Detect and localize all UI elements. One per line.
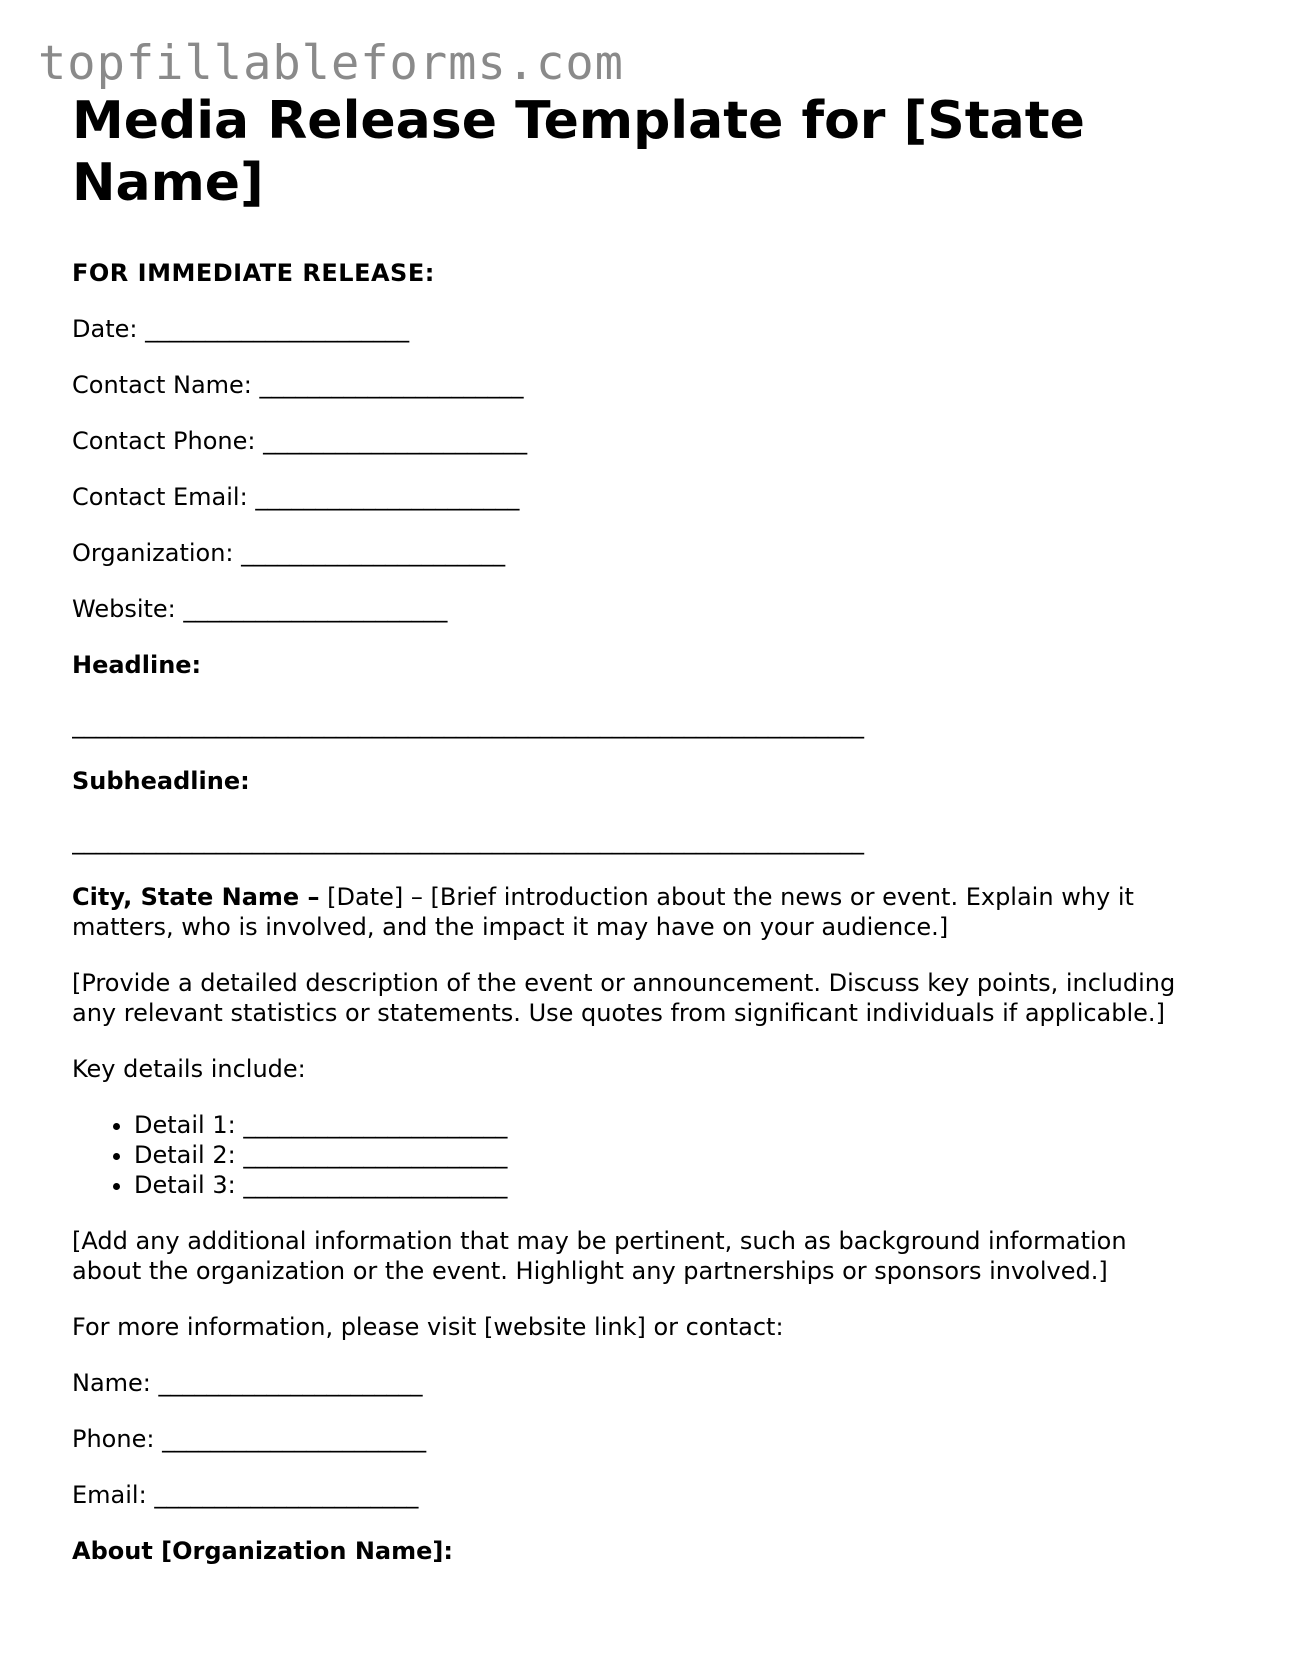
detail-1-label: Detail 1: [134, 1111, 236, 1139]
email-blank[interactable]: ______________________ [154, 1481, 419, 1509]
email-label: Email: [72, 1481, 147, 1509]
website-field[interactable] [72, 594, 1222, 624]
key-details-list [72, 1110, 1222, 1200]
date-blank[interactable]: ______________________ [145, 315, 410, 343]
contact-email-label: Contact Email: [72, 483, 248, 511]
name-blank[interactable]: ______________________ [158, 1369, 423, 1397]
organization-field[interactable] [72, 538, 1222, 568]
detail-3-label: Detail 3: [134, 1171, 236, 1199]
date-label: Date: [72, 315, 138, 343]
dateline-location: City, State Name – [72, 883, 320, 911]
detail-3-blank[interactable]: ______________________ [243, 1171, 508, 1199]
more-info-paragraph: For more information, please visit [website link] or contact: [72, 1313, 784, 1341]
footer-contact-fields [72, 1368, 1222, 1510]
about-label: About [Organization Name]: [72, 1537, 453, 1565]
headline-blank[interactable]: __________________________________________________________________ [72, 711, 864, 739]
contact-email-field[interactable] [72, 482, 1222, 512]
dateline-text: [Date] – [Brief introduction about the news or event. Explain why it matters, who is involved, and the impact it may have on your audience.] [72, 883, 1134, 941]
watermark: topfillableforms.com [38, 36, 624, 91]
detail-2-blank[interactable]: ______________________ [243, 1141, 508, 1169]
list-item [134, 1170, 1222, 1200]
list-item [134, 1110, 1222, 1140]
organization-blank[interactable]: ______________________ [241, 539, 506, 567]
name-label: Name: [72, 1369, 151, 1397]
phone-blank[interactable]: ______________________ [162, 1425, 427, 1453]
contact-name-field[interactable] [72, 370, 1222, 400]
page-title: Media Release Template for [State Name] [72, 91, 1085, 213]
additional-paragraph: [Add any additional information that may be pertinent, such as background information about the organization or the event. Highlight any partnerships or sponsors involved.] [72, 1227, 1127, 1285]
subheadline-label: Subheadline: [72, 767, 250, 795]
name-field[interactable] [72, 1368, 1222, 1398]
detail-2-label: Detail 2: [134, 1141, 236, 1169]
phone-field[interactable] [72, 1424, 1222, 1454]
key-details-intro: Key details include: [72, 1055, 306, 1083]
contact-phone-label: Contact Phone: [72, 427, 256, 455]
detail-1-blank[interactable]: ______________________ [243, 1111, 508, 1139]
contact-email-blank[interactable]: ______________________ [255, 483, 520, 511]
date-field[interactable] [72, 314, 1222, 344]
contact-name-label: Contact Name: [72, 371, 252, 399]
release-label: FOR IMMEDIATE RELEASE: [72, 259, 435, 287]
website-blank[interactable]: ______________________ [183, 595, 448, 623]
description-paragraph: [Provide a detailed description of the event or announcement. Discuss key points, including any relevant statistics or statements. Use quotes from significant individuals if applicable.] [72, 969, 1176, 1027]
contact-name-blank[interactable]: ______________________ [259, 371, 524, 399]
document-page [72, 90, 1222, 1566]
website-label: Website: [72, 595, 176, 623]
phone-label: Phone: [72, 1425, 155, 1453]
subheadline-blank[interactable]: __________________________________________________________________ [72, 827, 864, 855]
contact-phone-field[interactable] [72, 426, 1222, 456]
contact-fields [72, 314, 1222, 624]
email-field[interactable] [72, 1480, 1222, 1510]
dateline-paragraph [72, 882, 1202, 942]
headline-label: Headline: [72, 651, 202, 679]
organization-label: Organization: [72, 539, 234, 567]
contact-phone-blank[interactable]: ______________________ [263, 427, 528, 455]
list-item [134, 1140, 1222, 1170]
